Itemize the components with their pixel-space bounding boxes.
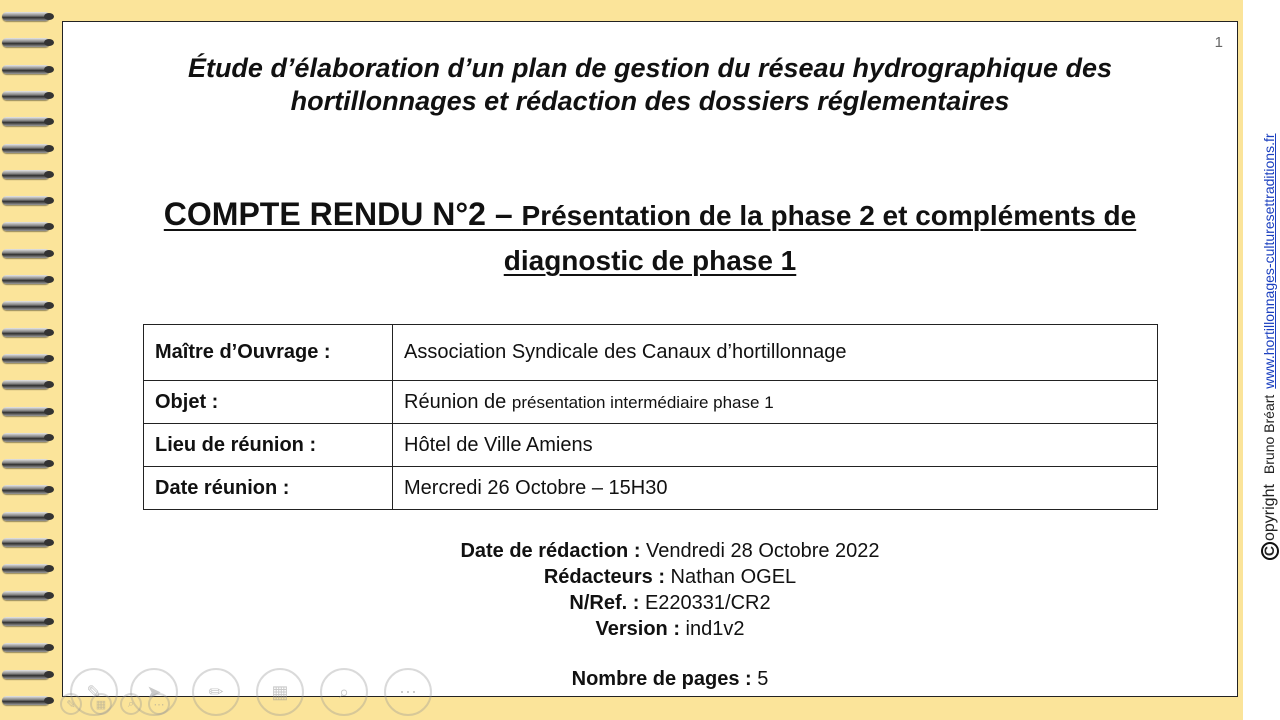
copyright-author: Bruno Bréart <box>1261 394 1277 475</box>
table-label: Date réunion : <box>144 467 393 510</box>
spiral-ring <box>2 354 50 363</box>
spiral-ring <box>2 117 50 126</box>
table-value <box>393 381 1158 424</box>
meta-version-value: ind1v2 <box>679 618 745 640</box>
zoom-small-icon[interactable]: ⌕ <box>120 693 142 715</box>
report-title <box>63 194 1237 286</box>
table-value: Mercredi 26 Octobre – 15H30 <box>393 467 1158 510</box>
copyright-word: opyright <box>1261 484 1278 541</box>
spiral-ring <box>2 538 50 547</box>
table-row <box>144 424 1158 467</box>
table-row <box>144 467 1158 510</box>
spiral-ring <box>2 12 50 21</box>
meta-authors <box>103 564 1237 590</box>
spiral-ring <box>2 591 50 600</box>
table-label: Lieu de réunion : <box>144 424 393 467</box>
spiral-ring <box>2 301 50 310</box>
report-number: COMPTE RENDU N°2 – <box>163 196 522 232</box>
spiral-ring <box>2 328 50 337</box>
meta-pages-value: 5 <box>751 668 769 690</box>
spiral-ring <box>2 617 50 626</box>
table-label: Objet : <box>144 381 393 424</box>
spiral-ring <box>2 433 50 442</box>
table-row <box>144 381 1158 424</box>
meta-pages-label: Nombre de pages : <box>571 668 752 690</box>
table-value: Hôtel de Ville Amiens <box>393 424 1158 467</box>
spiral-ring <box>2 144 50 153</box>
meta-date <box>103 538 1237 564</box>
spiral-ring <box>2 380 50 389</box>
website-link[interactable]: www.hortillonnages-culturesettraditions.fr <box>1261 133 1277 389</box>
page-number: 1 <box>1214 34 1223 51</box>
document-meta <box>63 538 1237 642</box>
meta-ref-label: N/Ref. : <box>569 592 640 614</box>
spiral-ring <box>2 170 50 179</box>
meta-version <box>103 616 1237 642</box>
table-value-prefix: Réunion de <box>404 390 512 413</box>
spiral-ring <box>2 643 50 652</box>
pen-icon[interactable]: ✎ <box>70 668 118 716</box>
slides-small-icon[interactable]: ▦ <box>90 693 112 715</box>
document-page <box>62 21 1238 697</box>
meta-date-value: Vendredi 28 Octobre 2022 <box>640 540 880 562</box>
spiral-ring <box>2 407 50 416</box>
slides-icon[interactable]: ▦ <box>256 668 304 716</box>
table-value: Association Syndicale des Canaux d’hortillonnage <box>393 325 1158 381</box>
copyright-sidebar <box>1243 0 1280 720</box>
table-label: Maître d’Ouvrage : <box>144 325 393 381</box>
meta-ref-value: E220331/CR2 <box>639 592 771 614</box>
meta-date-label: Date de rédaction : <box>460 540 641 562</box>
spiral-ring <box>2 38 50 47</box>
arrow-icon[interactable]: ➤ <box>130 668 178 716</box>
copyright-icon: C <box>1261 542 1279 560</box>
document-title-line1: Étude d’élaboration d’un plan de gestion du réseau hydrographique des <box>187 53 1113 83</box>
meta-authors-value: Nathan OGEL <box>664 566 797 588</box>
spiral-ring <box>2 485 50 494</box>
zoom-icon[interactable]: ⌕ <box>320 668 368 716</box>
more-icon[interactable]: ⋯ <box>384 668 432 716</box>
spiral-ring <box>2 249 50 258</box>
meta-authors-label: Rédacteurs : <box>543 566 665 588</box>
spiral-ring <box>2 459 50 468</box>
report-subtitle-line2: diagnostic de phase 1 <box>503 245 797 276</box>
spiral-ring <box>2 196 50 205</box>
spiral-ring <box>2 222 50 231</box>
more-small-icon[interactable]: ⋯ <box>148 693 170 715</box>
spiral-ring <box>2 512 50 521</box>
document-title <box>63 52 1237 118</box>
spiral-ring <box>2 696 50 705</box>
spiral-ring <box>2 275 50 284</box>
document-title-line2: hortillonnages et rédaction des dossiers réglementaires <box>290 86 1010 116</box>
table-row <box>144 325 1158 381</box>
table-value-small: présentation intermédiaire phase 1 <box>511 392 774 412</box>
spiral-ring <box>2 91 50 100</box>
spiral-ring <box>2 564 50 573</box>
pencil-icon[interactable]: ✏ <box>192 668 240 716</box>
meta-version-label: Version : <box>595 618 680 640</box>
spiral-ring <box>2 670 50 679</box>
spiral-binding <box>0 0 62 720</box>
pen-small-icon[interactable]: ✎ <box>60 693 82 715</box>
spiral-ring <box>2 65 50 74</box>
copyright-notice <box>1261 133 1279 560</box>
meeting-info-table <box>143 324 1158 510</box>
report-subtitle-line1: Présentation de la phase 2 et compléments de <box>521 200 1137 231</box>
slideshow-toolbar <box>62 640 462 720</box>
meta-ref <box>103 590 1237 616</box>
